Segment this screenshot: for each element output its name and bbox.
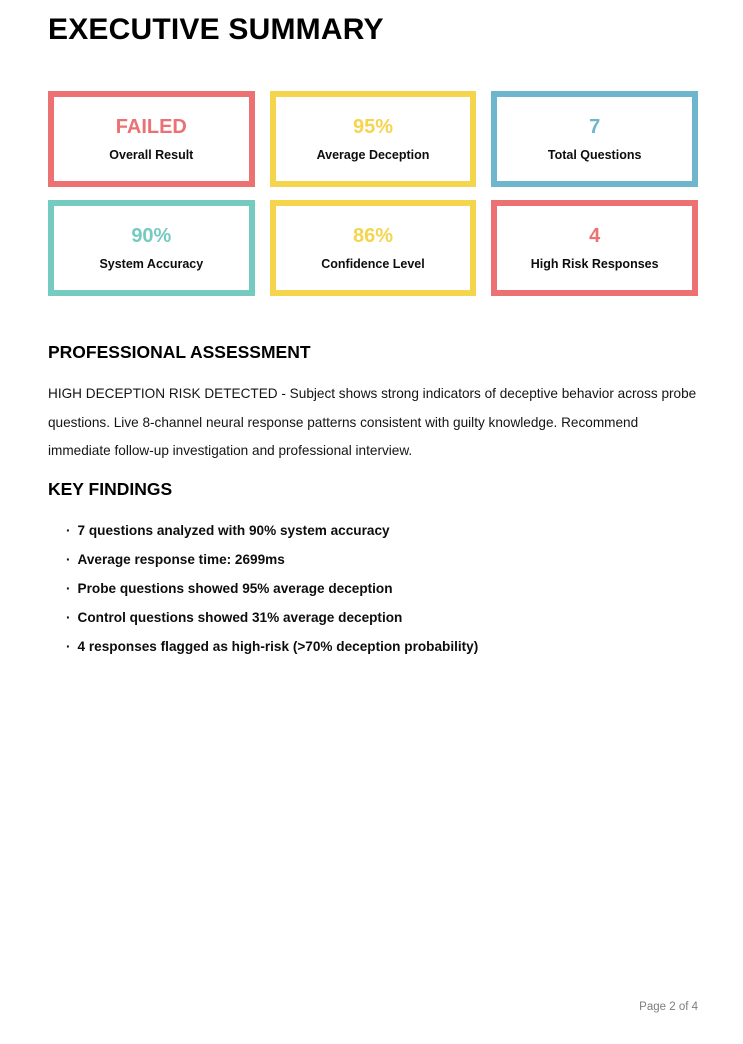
bullet-marker: · (66, 610, 71, 625)
finding-item (66, 545, 478, 574)
bullet-marker: · (66, 639, 71, 654)
bullet-marker: · (66, 523, 71, 538)
stat-card-total-questions (491, 91, 698, 187)
stat-card-high-risk-responses (491, 200, 698, 296)
findings-list (66, 516, 478, 661)
finding-text: Average response time: 2699ms (77, 552, 285, 567)
page-title: EXECUTIVE SUMMARY (48, 13, 384, 46)
finding-text: Probe questions showed 95% average deception (77, 581, 393, 596)
finding-text: Control questions showed 31% average deception (77, 610, 403, 625)
stat-card-system-accuracy (48, 200, 255, 296)
finding-text: 4 responses flagged as high-risk (>70% deception probability) (77, 639, 479, 654)
stat-label: Overall Result (109, 147, 194, 162)
stat-label: High Risk Responses (530, 256, 659, 271)
finding-item (66, 603, 478, 632)
finding-item (66, 516, 478, 545)
finding-item (66, 574, 478, 603)
stat-label: Total Questions (547, 147, 642, 162)
stat-value: 86% (352, 224, 393, 247)
stat-value: FAILED (115, 115, 187, 138)
stat-cards-grid (48, 91, 698, 296)
stat-card-confidence-level (270, 200, 477, 296)
assessment-section-heading: PROFESSIONAL ASSESSMENT (48, 342, 311, 362)
stat-card-average-deception (270, 91, 477, 187)
stat-value: 90% (131, 224, 172, 247)
stat-value: 4 (589, 224, 601, 247)
stat-label: Average Deception (316, 147, 430, 162)
page-number-indicator: Page 2 of 4 (639, 1001, 698, 1013)
assessment-body-text: HIGH DECEPTION RISK DETECTED - Subject shows strong indicators of deceptive behavior across probe questions. Live 8-channel neural response patterns consistent with guilty knowledge. Recommend immediate follow-up investigation and professional interview. (48, 386, 697, 458)
stat-label: Confidence Level (321, 256, 425, 271)
stat-label: System Accuracy (99, 256, 204, 271)
findings-section-heading: KEY FINDINGS (48, 479, 173, 499)
finding-text: 7 questions analyzed with 90% system accuracy (77, 523, 390, 538)
stat-value: 95% (352, 115, 393, 138)
finding-item (66, 632, 478, 661)
bullet-marker: · (66, 581, 71, 596)
bullet-marker: · (66, 552, 71, 567)
stat-card-overall-result (48, 91, 255, 187)
stat-value: 7 (589, 115, 601, 138)
